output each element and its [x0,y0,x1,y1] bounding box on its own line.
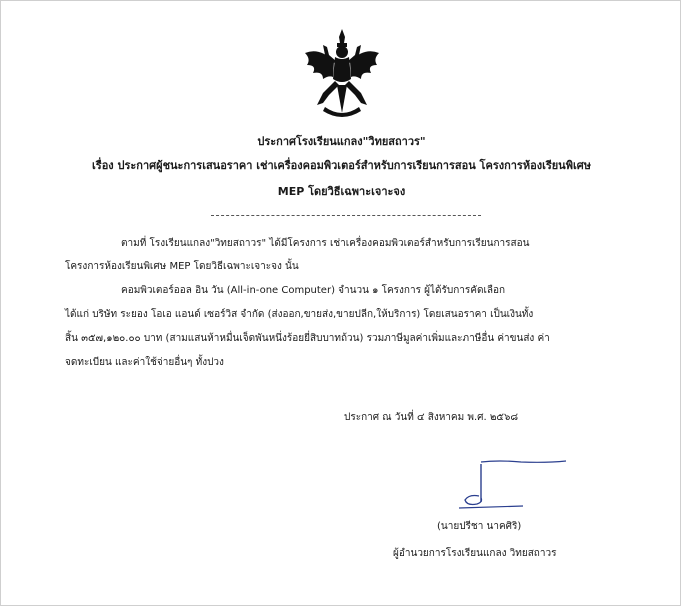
signature-icon [451,456,571,512]
divider [211,215,481,216]
paragraph-2-line-2: ได้แก่ บริษัท ระยอง โอเอ แอนด์ เซอร์วิส จำกัด (ส่งออก,ขายส่ง,ขายปลีก,ให้บริการ) โดยเสนอราคา เป็นเงินทั้ง [65,309,534,320]
garuda-emblem-icon [301,27,383,121]
subject-line-1: เรื่อง ประกาศผู้ชนะการเสนอราคา เช่าเครื่องคอมพิวเตอร์สำหรับการเรียนการสอน โครงการห้องเรียนพิเศษ [92,159,591,172]
announce-date: ประกาศ ณ วันที่ ๔ สิงหาคม พ.ศ. ๒๕๖๘ [344,412,519,423]
signatory-position: ผู้อำนวยการโรงเรียนแกลง วิทยสถาวร [393,548,557,559]
paragraph-2-line-3: สิ้น ๓๕๗,๑๒๐.๐๐ บาท (สามแสนห้าหมื่นเจ็ดพันหนึ่งร้อยยี่สิบบาทถ้วน) รวมภาษีมูลค่าเพิ่มและภาษีอื่น ค่าขนส่ง ค่า [65,333,550,344]
paragraph-1-line-2: โครงการห้องเรียนพิเศษ MEP โดยวิธีเฉพาะเจาะจง นั้น [65,261,299,272]
paragraph-1-line-1: ตามที่ โรงเรียนแกลง"วิทยสถาวร" ได้มีโครงการ เช่าเครื่องคอมพิวเตอร์สำหรับการเรียนการสอน [121,238,530,249]
paragraph-2-line-4: จดทะเบียน และค่าใช้จ่ายอื่นๆ ทั้งปวง [65,357,224,368]
signatory-name: (นายปรีชา นาคศิริ) [437,521,522,532]
paragraph-2-line-1: คอมพิวเตอร์ออล อิน วัน (All-in-one Computer) จำนวน ๑ โครงการ ผู้ได้รับการคัดเลือก [121,285,506,296]
subject-line-2: MEP โดยวิธีเฉพาะเจาะจง [277,185,406,198]
announcement-title: ประกาศโรงเรียนแกลง"วิทยสถาวร" [257,135,426,148]
